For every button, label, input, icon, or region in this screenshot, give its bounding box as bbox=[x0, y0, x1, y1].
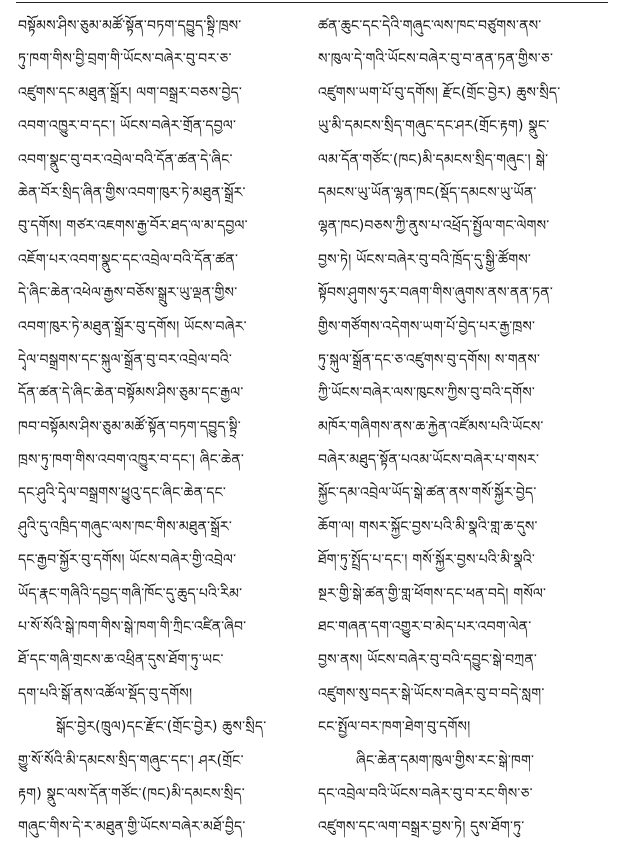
text-line: ཡོད་རྣང་གཞིའི་དབྱད་གཞི་ཁོང་དུ་ཆུད་པའི་རིམ་ bbox=[18, 585, 243, 602]
text-line: ཤུའི་དུ་འཁྲིད་གཞུང་ལས་ཁང་གིས་མཐུན་སྒྲོར་ bbox=[18, 518, 232, 535]
text-line: ས་ཁུལ་དེ་གའི་ཡོངས་བཞེར་བུ་བ་ནན་ཏན་གྱིས་ཅ་ bbox=[318, 51, 554, 68]
text-line: མཁོར་གཞིགས་ནས་ཆ་རྐྱེན་འཛོམས་པའི་ཡོངས་ bbox=[318, 418, 544, 435]
text-line: ངང་སྤྱོལ་བར་ཁག་ཐེག་བུ་དགོས། bbox=[318, 719, 471, 736]
text-line: འབག་ཁུར་ཏེ་མཐུན་སྒྲོར་བུ་དགོས། ཡོངས་བཞེར་ bbox=[18, 318, 247, 335]
text-line: ཏུ་ཁག་གིས་བྱི་བྲག་གི་ཡོངས་བཞེར་བུ་བར་ཅ་ bbox=[18, 51, 232, 68]
text-line: སྔར་གྱི་སྒེ་ཚན་གྱི་གླ་ཕོགས་དང་ཕན་བདེ། གསོལ་ bbox=[318, 585, 547, 602]
text-line: ལྷན་ཁང)བཅས་ཀྱི་ནུས་པ་འཕྲོད་སྤྱོལ་གང་ལེགས་ bbox=[318, 218, 550, 235]
text-line: པ་སོ་སོའི་སྒེ་ཁག་གིས་སྒེ་ཁག་གི་ཀྲིང་འཛིན་ཞིབ་ bbox=[18, 619, 247, 636]
text-line: ཐང་གཞན་དག་འགྱུར་བ་མེད་པར་འབག་ལེན་ bbox=[318, 619, 532, 636]
text-line: ཀྱི་ཡོངས་བཞེར་ལས་ཁུངས་ཀྱིས་བུ་བའི་དགོས་ bbox=[318, 385, 536, 402]
text-line: དང་ཤུའི་དྭེལ་བསྒྲགས་ཕྱུའུ་དང་ཞིང་ཆེན་དང་ bbox=[18, 485, 227, 502]
text-line: ཆེན་བོར་སྲིད་ཞིན་གྱིས་འབག་ཁུར་ཏེ་མཐུན་སྒྲོར་ bbox=[18, 184, 246, 201]
text-line: ཚན་ཆུང་དང་དེའི་གཞུང་ལས་ཁང་བཙུགས་ནས་ bbox=[318, 18, 542, 34]
text-line: དམངས་ཡུ་ཡོན་ལྷན་ཁང(སྡོད་དམངས་ཡུ་ཡོན་ bbox=[318, 184, 537, 201]
text-line: འཛུགས་དང་ལག་བསྒྲར་བྱས་ཏེ། དུས་ཐོག་ཏུ་ bbox=[318, 819, 525, 836]
text-line: དང་རྒྱབ་སྐྱོར་བུ་དགོས། ཡོངས་བཞེར་གྱི་འབྲེལ་ bbox=[18, 552, 237, 569]
text-line: ཁྲས་ཏུ་ཁག་གིས་འབག་འཁྱུར་བ་དང་། ཞིང་ཆེན་ bbox=[18, 452, 245, 469]
top-rule bbox=[16, 2, 608, 3]
text-line: བཞེར་མཐུད་སྟོན་པའམ་ཡོངས་བཞེར་པ་གསར་ bbox=[318, 452, 540, 469]
text-line: དོན་ཚན་དེ་ཞིང་ཆེན་བསྟོམས་ཤིས་ཅུམ་དང་རྒྱལ་ bbox=[18, 385, 244, 402]
left-column bbox=[18, 10, 306, 845]
text-line: འཛུགས་སུ་བདར་སྒེ་ཡོངས་བཞེར་བུ་བ་བདེ་སླག་ bbox=[318, 685, 545, 702]
text-line: ཁབ་བསྟོམས་ཤིས་ཅུམ་མཚོ་སྟོན་བཏག་དབྱུད་སྟྲི་ bbox=[18, 418, 241, 435]
paragraph-start-line: སྒོང་བྱེར(ཁྲུལ)དང་རྫོང་(གྲོང་བྱེར) ཆུས་སྲིད་ bbox=[56, 719, 267, 736]
text-line: དང་འབྲེལ་བའི་ཡོངས་བཞེར་བུ་བ་རང་གིས་ཅ་ bbox=[318, 785, 533, 802]
text-line: འཛུགས་དང་མཐུན་སྒྲོར། ལག་བསྒྲར་བཅས་བྱེད་ bbox=[18, 84, 243, 101]
text-line: འཛུགས་ཡག་པོ་བུ་དགོས། རྫོང(གྲོང་བྱེར) ཆུས་སྲིད་ bbox=[318, 84, 561, 101]
text-line: དྭེལ་བསྒྲགས་དང་སྐུལ་སྒྲོན་བུ་བར་འབྲེལ་བའི་ bbox=[18, 351, 233, 368]
text-line: བྱས་ཏེ། ཡོངས་བཞེར་བུ་བའི་ཁྲོད་དུ་སྒྱི་ཚོགས་ bbox=[318, 251, 532, 268]
right-column bbox=[318, 10, 606, 845]
text-line: ཏུ་སྐུལ་སྒྲོན་དང་ཅ་འཛུགས་བུ་དགོས། ས་གནས་ bbox=[318, 351, 541, 368]
text-line: འཇོག་པར་འབག་སྣུང་དང་འབྲེལ་བའི་དོན་ཚན་ bbox=[18, 251, 239, 268]
text-line: གྱིས་གཙོགས་འདེགས་ཡག་པོ་བྱེད་པར་རྒྱ་ཁྲས་ bbox=[318, 318, 536, 335]
text-line: ཆོག་ལ། གསར་སྐྱོང་བྱས་པའི་མི་སྣའི་གླ་ཆ་དུས་ bbox=[318, 518, 538, 535]
paragraph-start-line: ཞིང་ཆེན་དམག་ཁུལ་གྱིས་རང་སྒེ་ཁག་ bbox=[356, 752, 535, 769]
text-line: བྱས་ནས། ཡོངས་བཞེར་བུ་བའི་དབྱུང་སྒེ་བཀྲན་ bbox=[318, 652, 538, 669]
text-line: ཡུ་མི་དམངས་སྲིད་གཞུང་དང་ཤར(གྲོང་རྟག) སྣུང་ bbox=[318, 118, 550, 135]
text-line: བུ་དགོས། གཙར་འཇགས་རྒྱ་བོར་ཐད་ལ་མ་དབྱལ་ bbox=[18, 218, 248, 235]
text-line: དག་པའི་སྒོ་ནས་འཚོལ་སྡོད་བུ་དགོས། bbox=[18, 685, 193, 702]
text-line: འབག་འཁྱུར་བ་དང་། ཡོངས་བཞེར་གྲོན་དབྱལ་ bbox=[18, 118, 237, 135]
text-line: བསྟོམས་ཤིས་ཅུམ་མཚོ་སྟོན་བཏག་དབྱུད་སྟྲི་ཁྲས་ bbox=[18, 18, 242, 34]
text-line: སྐྱོང་དམ་འབྲེལ་ཡོད་སྒེ་ཚན་ནས་གསོ་སྐྱོར་བྱེད་ bbox=[318, 485, 537, 502]
text-line: གྱུ་སོ་སོའི་མི་དམངས་སྲིད་གཞུང་དང་། ཤར(གྲོང་ bbox=[18, 752, 244, 769]
text-line: སྟོབས་ཤུགས་ཧུར་བཞག་གིས་ཞུགས་ནས་ནན་ཏན་ bbox=[318, 285, 553, 302]
text-line: གཞུང་གིས་དེ་ར་མཐུན་གྱི་ཡོངས་བཞེར་མཐོ་བྱིད་ bbox=[18, 819, 246, 836]
text-line: ལམ་དོན་གཙོང་(ཁང)མི་དམངས་སྲིད་གཞུང་། སྒེ་ bbox=[318, 151, 549, 168]
text-line: འབག་སྣུང་བུ་བར་འབྲེལ་བའི་དོན་ཚན་དེ་ཞིང་ bbox=[18, 151, 233, 168]
text-line: ཐོ་དང་གཞི་གྲངས་ཆ་འཕྲིན་དུས་ཐོག་ཏུ་ཡང་ bbox=[18, 652, 224, 669]
text-line: རྟག) སྣུང་ལས་དོན་གཙོང་(ཁང)མི་དམངས་སྲིད་ bbox=[18, 785, 245, 802]
text-line: དེ་ཞིང་ཆེན་འཕེལ་རྒྱས་བཅོས་སྒྲུར་ཡུ་ལྡན་གྱིས་ bbox=[18, 285, 238, 302]
text-line: ཐོག་ཏུ་སྤྲོད་པ་དང་། གསོ་སྐྱོར་བྱས་པའི་མི་སྣའི་ bbox=[318, 552, 536, 569]
